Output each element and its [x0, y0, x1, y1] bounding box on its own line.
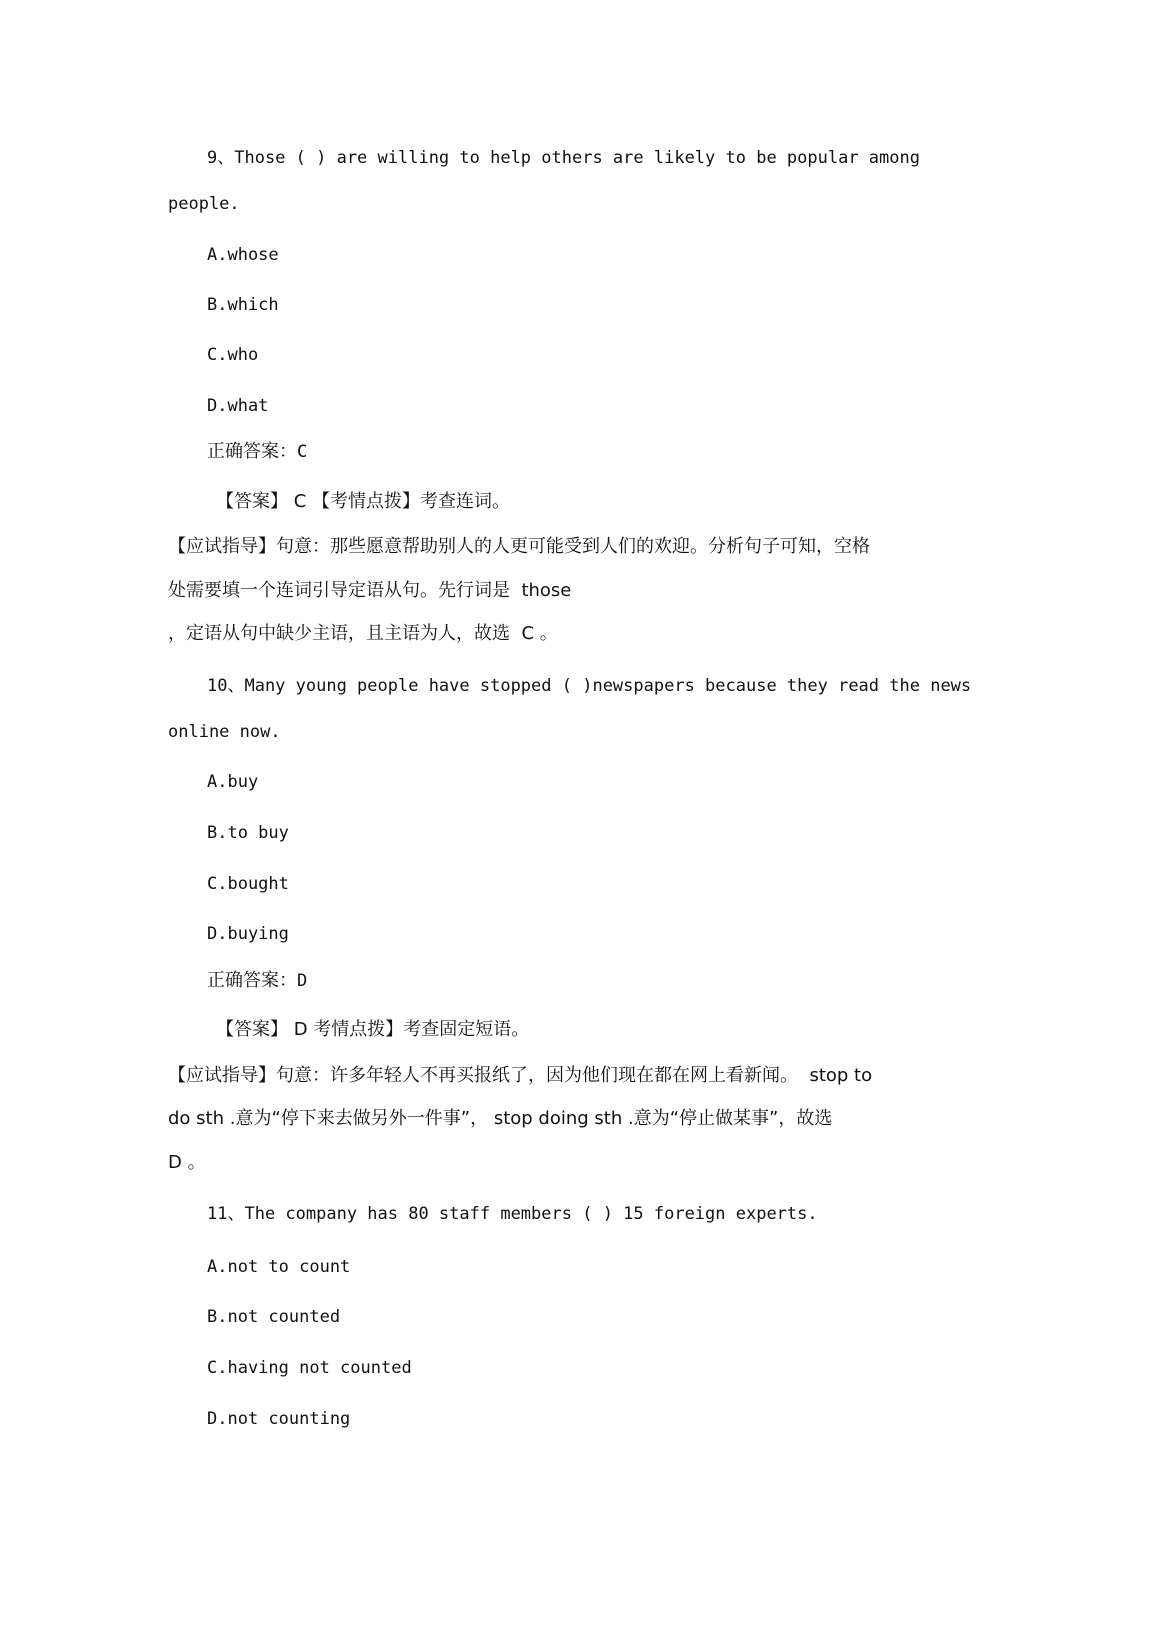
- q9-answer-label: 正确答案：: [207, 441, 297, 462]
- q9-explanation-line3: 处需要填一个连词引导定语从句。先行词是 those: [168, 580, 572, 601]
- q9-option-c: C.who: [207, 345, 259, 365]
- q9-answer: [207, 441, 307, 463]
- q10-answer: [207, 970, 307, 992]
- q10-answer-value: D: [297, 971, 308, 991]
- q9-explanation-line4: ，定语从句中缺少主语，且主语为人，故选 C 。: [168, 623, 558, 644]
- q9-stem-line1: 9、Those ( ) are willing to help others are likely to be popular among: [207, 148, 920, 168]
- q10-stem-line2: online now.: [168, 722, 281, 742]
- q9-option-b: B.which: [207, 295, 279, 315]
- q10-explanation-line1: 【答案】 D 考情点拨】考查固定短语。: [216, 1019, 530, 1040]
- q10-stem-line1: 10、Many young people have stopped ( )newspapers because they read the news: [207, 676, 972, 696]
- q11-option-b: B.not counted: [207, 1307, 341, 1327]
- q10-option-d: D.buying: [207, 924, 289, 944]
- q10-option-b: B.to buy: [207, 823, 289, 843]
- q10-explanation-line4: D 。: [168, 1152, 206, 1173]
- q9-explanation-line2: 【应试指导】句意：那些愿意帮助别人的人更可能受到人们的欢迎。分析句子可知，空格: [168, 536, 870, 557]
- q10-explanation-line3: do sth .意为“停下来去做另外一件事”， stop doing sth .意为“停止做某事”，故选: [168, 1108, 833, 1129]
- q11-option-c: C.having not counted: [207, 1358, 412, 1378]
- q10-answer-label: 正确答案：: [207, 970, 297, 991]
- q9-explanation-line1: 【答案】 C 【考情点拨】考查连词。: [216, 491, 511, 512]
- q11-option-d: D.not counting: [207, 1409, 351, 1429]
- q9-option-d: D.what: [207, 396, 269, 416]
- q9-stem-line2: people.: [168, 194, 240, 214]
- q9-option-a: A.whose: [207, 245, 279, 265]
- q10-option-c: C.bought: [207, 874, 289, 894]
- q10-explanation-line2: 【应试指导】句意：许多年轻人不再买报纸了，因为他们现在都在网上看新闻。 stop to: [168, 1065, 873, 1086]
- q9-answer-value: C: [297, 442, 308, 462]
- q10-option-a: A.buy: [207, 772, 259, 792]
- q11-option-a: A.not to count: [207, 1257, 351, 1277]
- q11-stem-line1: 11、The company has 80 staff members ( ) 15 foreign experts.: [207, 1204, 818, 1224]
